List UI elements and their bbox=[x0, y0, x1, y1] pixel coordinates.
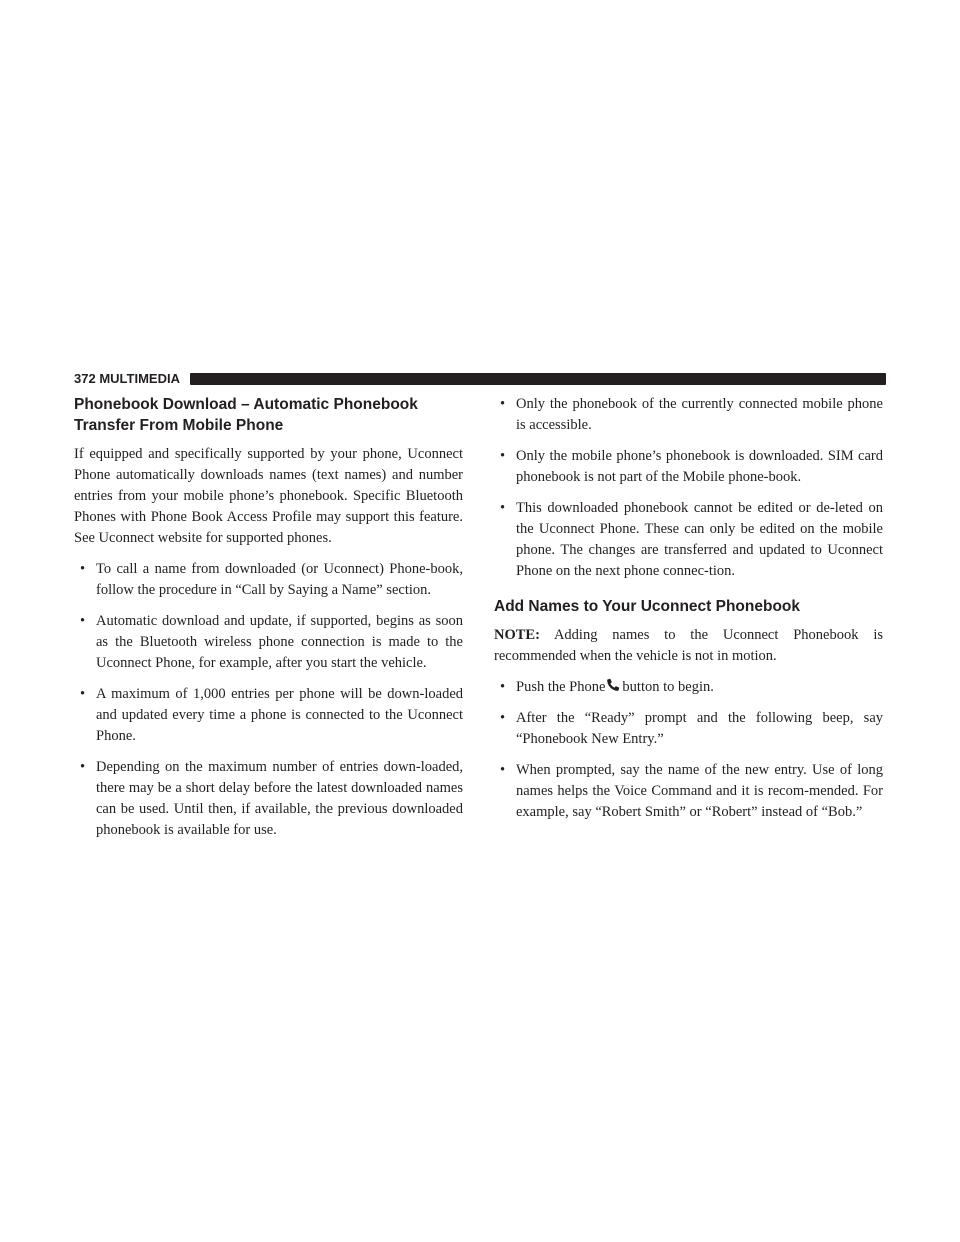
intro-paragraph: If equipped and specifically supported by your phone, Uconnect Phone automatically downloads names (text names) and number entries from your mobile phone’s phonebook. Specific Bluetooth Phones with Phone Book Access Profile may support this feature. See Uconnect website for supported phones. bbox=[74, 446, 463, 546]
bullet-icon: • bbox=[80, 759, 86, 775]
bullet-icon: • bbox=[80, 613, 86, 629]
heading-phonebook-download: Phonebook Download – Automatic Phonebook Transfer From Mobile Phone bbox=[74, 396, 418, 434]
header-rule bbox=[190, 373, 886, 385]
list-item: • Depending on the maximum number of entries down-loaded, there may be a short delay before the latest downloaded names can be used. Until then, if available, the previous downloaded phonebook is available for use. bbox=[80, 759, 463, 838]
page-header bbox=[74, 370, 886, 387]
list-item: • This downloaded phonebook cannot be edited or de-leted on the Uconnect Phone. These can only be edited on the mobile phone. The changes are transferred and updated to Uconnect Phone on the next phone connec-tion. bbox=[500, 500, 883, 579]
right-bullet-list-top bbox=[494, 394, 883, 582]
phone-icon bbox=[606, 678, 620, 692]
page-number: 372 MULTIMEDIA bbox=[74, 371, 180, 386]
bullet-icon: • bbox=[80, 686, 86, 702]
list-item: • Only the mobile phone’s phonebook is downloaded. SIM card phonebook is not part of the Mobile phone-book. bbox=[500, 448, 883, 485]
bullet-icon: • bbox=[500, 710, 506, 726]
bullet-icon: • bbox=[500, 679, 506, 695]
left-column bbox=[74, 394, 463, 851]
list-item: • Push the Phone button to begin. bbox=[494, 677, 883, 698]
bullet-icon: • bbox=[500, 762, 506, 778]
right-bullet-list-bottom bbox=[494, 677, 883, 823]
list-item: • To call a name from downloaded (or Uconnect) Phone-book, follow the procedure in “Call by Saying a Name” section. bbox=[80, 561, 463, 598]
note-paragraph: NOTE: Adding names to the Uconnect Phonebook is recommended when the vehicle is not in motion. bbox=[494, 627, 883, 664]
heading-add-names: Add Names to Your Uconnect Phonebook bbox=[494, 598, 801, 615]
list-item: • Automatic download and update, if supported, begins as soon as the Bluetooth wireless phone connection is made to the Uconnect Phone, for example, after you start the vehicle. bbox=[80, 613, 463, 671]
note-label: NOTE: bbox=[494, 627, 540, 643]
list-item: • A maximum of 1,000 entries per phone will be down-loaded and updated every time a phone is connected to the Uconnect Phone. bbox=[80, 686, 463, 744]
left-bullet-list bbox=[74, 559, 463, 841]
section-title: MULTIMEDIA bbox=[99, 371, 180, 386]
right-column bbox=[494, 394, 883, 833]
list-item: • After the “Ready” prompt and the following beep, say “Phonebook New Entry.” bbox=[500, 710, 883, 747]
bullet-icon: • bbox=[500, 500, 506, 516]
list-item: • Only the phonebook of the currently connected mobile phone is accessible. bbox=[500, 396, 883, 433]
list-item: • When prompted, say the name of the new entry. Use of long names helps the Voice Command and it is recom-mended. For example, say “Robert Smith” or “Robert” instead of “Bob.” bbox=[500, 762, 883, 820]
bullet-icon: • bbox=[80, 561, 86, 577]
bullet-icon: • bbox=[500, 448, 506, 464]
bullet-icon: • bbox=[500, 396, 506, 412]
